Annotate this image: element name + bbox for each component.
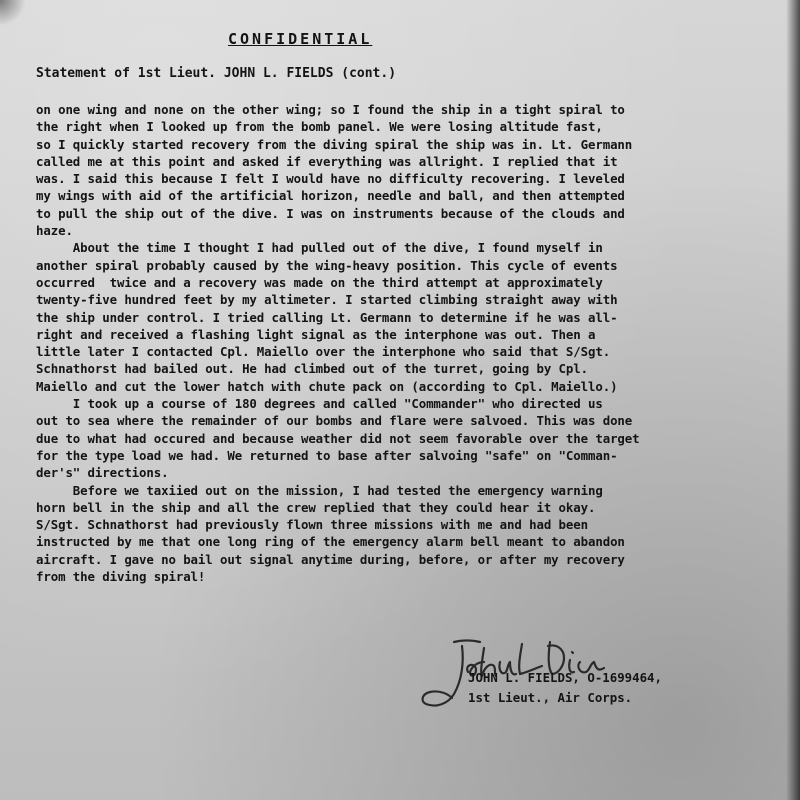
body-line: occurred twice and a recovery was made on the third attempt at approximately — [36, 274, 603, 290]
scan-corner-shadow — [0, 0, 26, 26]
body-line: my wings with aid of the artificial horizon, needle and ball, and then attempted — [36, 188, 625, 204]
body-line: the ship under control. I tried calling Lt. Germann to determine if he was all- — [36, 309, 618, 325]
body-line: the right when I looked up from the bomb panel. We were losing altitude fast, — [36, 119, 603, 135]
body-line: instructed by me that one long ring of the emergency alarm bell meant to abandon — [36, 534, 625, 550]
signatory-title: 1st Lieut., Air Corps. — [468, 690, 633, 705]
body-line: on one wing and none on the other wing; so I found the ship in a tight spiral to — [36, 102, 625, 117]
body-line: out to sea where the remainder of our bombs and flare were salvoed. This was done — [36, 413, 633, 429]
body-line: twenty-five hundred feet by my altimeter. I started climbing straight away with — [36, 292, 618, 308]
body-line: right and received a flashing light signal as the interphone was out. Then a — [36, 326, 596, 342]
body-line: der's" directions. — [36, 465, 169, 481]
body-line: S/Sgt. Schnathorst had previously flown three missions with me and had been — [36, 517, 588, 533]
classification-marking: CONFIDENTIAL — [228, 30, 373, 48]
body-line: haze. — [36, 223, 73, 239]
statement-heading: Statement of 1st Lieut. JOHN L. FIELDS (cont.) — [36, 66, 397, 81]
body-line: due to what had occured and because weather did not seem favorable over the target — [36, 430, 640, 446]
body-line: I took up a course of 180 degrees and called "Commander" who directed us — [36, 396, 603, 412]
body-line: called me at this point and asked if everything was allright. I replied that it — [36, 153, 618, 169]
body-line: another spiral probably caused by the wing-heavy position. This cycle of events — [36, 257, 618, 273]
body-line: Before we taxiied out on the mission, I had tested the emergency warning — [36, 482, 603, 498]
body-line: for the type load we had. We returned to base after salvoing "safe" on "Comman- — [36, 447, 618, 463]
signatory-name: JOHN L. FIELDS, O-1699464, — [468, 670, 662, 685]
body-line: to pull the ship out of the dive. I was on instruments because of the clouds and — [36, 205, 625, 221]
body-line: so I quickly started recovery from the diving spiral the ship was in. Lt. Germann — [36, 136, 633, 152]
scan-edge-shadow — [786, 0, 800, 800]
body-line: little later I contacted Cpl. Maiello over the interphone who said that S/Sgt. — [36, 344, 611, 360]
signature-block — [418, 632, 718, 722]
body-line: from the diving spiral! — [36, 569, 206, 585]
body-line: Maiello and cut the lower hatch with chute pack on (according to Cpl. Maiello.) — [36, 378, 618, 394]
body-line: horn bell in the ship and all the crew replied that they could hear it okay. — [36, 499, 596, 515]
statement-body — [36, 101, 776, 585]
body-line: aircraft. I gave no bail out signal anytime during, before, or after my recovery — [36, 551, 625, 567]
body-line: was. I said this because I felt I would have no difficulty recovering. I leveled — [36, 171, 625, 187]
body-line: About the time I thought I had pulled out of the dive, I found myself in — [36, 240, 603, 256]
body-line: Schnathorst had bailed out. He had climbed out of the turret, going by Cpl. — [36, 361, 588, 377]
